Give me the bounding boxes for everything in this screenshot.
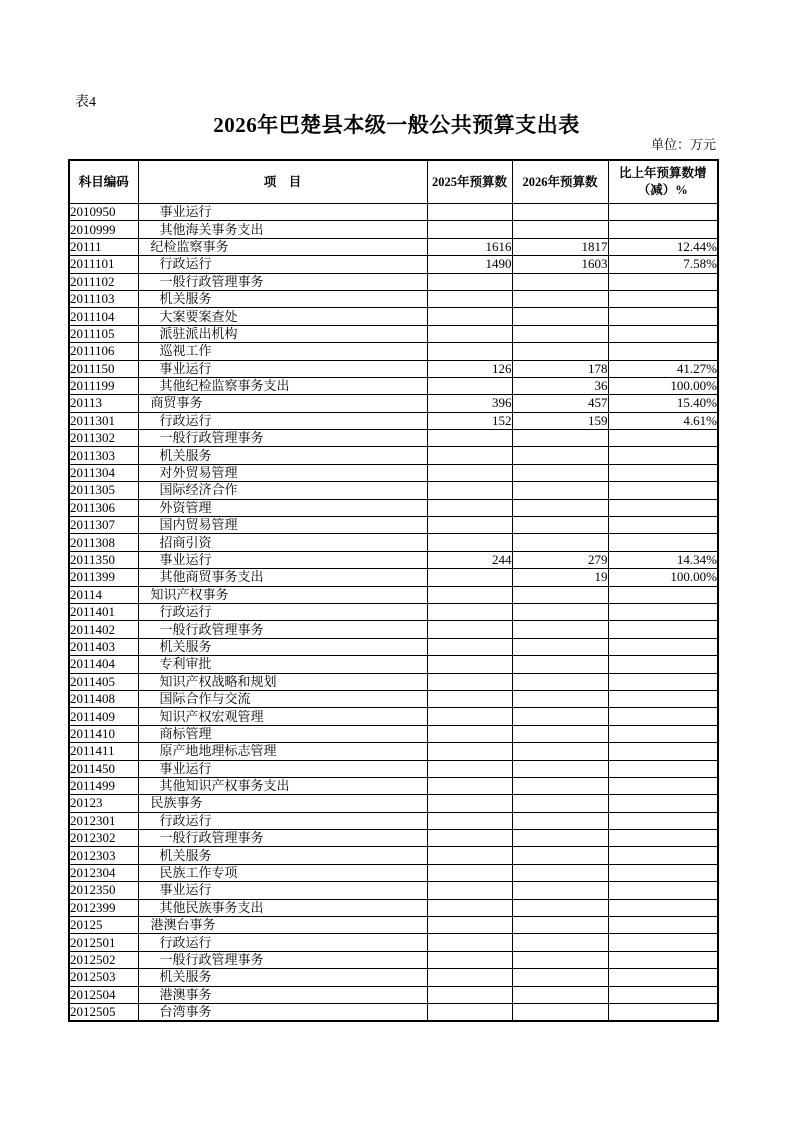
budget-2026-cell (512, 464, 608, 481)
table-row (69, 256, 718, 273)
code-cell: 2011305 (69, 482, 138, 499)
budget-2025-cell (427, 899, 512, 916)
change-pct-cell (608, 586, 718, 603)
code-cell: 2011306 (69, 499, 138, 516)
code-cell: 2011404 (69, 656, 138, 673)
item-cell: 巡视工作 (138, 343, 427, 360)
budget-2025-cell (427, 290, 512, 307)
code-cell: 2012502 (69, 951, 138, 968)
table-row (69, 917, 718, 934)
code-cell: 2011408 (69, 690, 138, 707)
budget-2026-cell (512, 1003, 608, 1021)
change-pct-cell (608, 204, 718, 221)
budget-2026-cell (512, 743, 608, 760)
item-cell: 纪检监察事务 (138, 238, 427, 255)
table-row (69, 969, 718, 986)
code-cell: 2011308 (69, 534, 138, 551)
code-cell: 2011102 (69, 273, 138, 290)
item-cell: 行政运行 (138, 934, 427, 951)
code-cell: 2011301 (69, 412, 138, 429)
change-pct-cell (608, 777, 718, 794)
budget-2026-cell (512, 221, 608, 238)
table-row (69, 812, 718, 829)
change-pct-cell (608, 534, 718, 551)
table-row (69, 551, 718, 568)
table-row (69, 273, 718, 290)
table-row (69, 569, 718, 586)
budget-2026-cell (512, 603, 608, 620)
budget-2025-cell (427, 1003, 512, 1021)
table-row (69, 308, 718, 325)
table-row (69, 395, 718, 412)
change-pct-cell (608, 308, 718, 325)
budget-2025-cell (427, 882, 512, 899)
table-row (69, 221, 718, 238)
budget-2026-cell (512, 812, 608, 829)
table-row (69, 951, 718, 968)
item-cell: 对外贸易管理 (138, 464, 427, 481)
budget-2026-cell: 178 (512, 360, 608, 377)
table-row (69, 360, 718, 377)
change-pct-cell (608, 917, 718, 934)
code-cell: 2012302 (69, 830, 138, 847)
code-cell: 2011409 (69, 708, 138, 725)
budget-2025-cell (427, 986, 512, 1003)
budget-2026-cell (512, 986, 608, 1003)
change-pct-cell: 100.00% (608, 377, 718, 394)
budget-2025-cell (427, 673, 512, 690)
budget-2026-cell (512, 760, 608, 777)
col-header-budget-2026: 2026年预算数 (512, 160, 608, 204)
change-pct-cell (608, 517, 718, 534)
change-pct-cell (608, 656, 718, 673)
change-pct-cell (608, 499, 718, 516)
table-row (69, 499, 718, 516)
change-pct-cell (608, 343, 718, 360)
col-header-item: 项 目 (138, 160, 427, 204)
change-pct-cell (608, 899, 718, 916)
budget-2026-cell (512, 690, 608, 707)
item-cell: 机关服务 (138, 447, 427, 464)
budget-2025-cell: 126 (427, 360, 512, 377)
budget-2025-cell (427, 273, 512, 290)
change-pct-cell (608, 986, 718, 1003)
budget-2025-cell (427, 812, 512, 829)
budget-2026-cell (512, 847, 608, 864)
change-pct-cell: 41.27% (608, 360, 718, 377)
code-cell: 2011104 (69, 308, 138, 325)
change-pct-cell (608, 325, 718, 342)
code-cell: 2011103 (69, 290, 138, 307)
code-cell: 2011410 (69, 725, 138, 742)
budget-2025-cell (427, 690, 512, 707)
col-header-budget-2025: 2025年预算数 (427, 160, 512, 204)
item-cell: 民族工作专项 (138, 864, 427, 881)
table-row (69, 325, 718, 342)
change-pct-cell (608, 812, 718, 829)
budget-2025-cell (427, 325, 512, 342)
budget-2025-cell: 244 (427, 551, 512, 568)
item-cell: 其他纪检监察事务支出 (138, 377, 427, 394)
table-row (69, 638, 718, 655)
budget-2025-cell (427, 221, 512, 238)
code-cell: 2011450 (69, 760, 138, 777)
code-cell: 2011303 (69, 447, 138, 464)
code-cell: 20125 (69, 917, 138, 934)
table-row (69, 986, 718, 1003)
code-cell: 2012301 (69, 812, 138, 829)
change-pct-cell (608, 221, 718, 238)
item-cell: 知识产权战略和规划 (138, 673, 427, 690)
table-row (69, 603, 718, 620)
code-cell: 2011399 (69, 569, 138, 586)
item-cell: 港澳事务 (138, 986, 427, 1003)
code-cell: 2012503 (69, 969, 138, 986)
budget-2026-cell (512, 673, 608, 690)
table-row (69, 673, 718, 690)
change-pct-cell (608, 1003, 718, 1021)
budget-table-body (69, 204, 718, 1021)
code-cell: 2012350 (69, 882, 138, 899)
budget-2025-cell (427, 569, 512, 586)
change-pct-cell (608, 847, 718, 864)
budget-2026-cell (512, 204, 608, 221)
budget-2025-cell (427, 969, 512, 986)
change-pct-cell (608, 638, 718, 655)
table-row (69, 238, 718, 255)
budget-2026-cell (512, 951, 608, 968)
code-cell: 2012504 (69, 986, 138, 1003)
budget-2026-cell (512, 777, 608, 794)
code-cell: 2011411 (69, 743, 138, 760)
budget-2026-cell (512, 430, 608, 447)
table-label: 表4 (75, 95, 96, 110)
budget-2026-cell (512, 725, 608, 742)
change-pct-cell (608, 273, 718, 290)
unit-note: 单位：万元 (650, 137, 716, 152)
item-cell: 行政运行 (138, 412, 427, 429)
budget-2026-cell (512, 795, 608, 812)
table-row (69, 708, 718, 725)
code-cell: 2010950 (69, 204, 138, 221)
budget-2025-cell (427, 777, 512, 794)
code-cell: 2011307 (69, 517, 138, 534)
table-row (69, 430, 718, 447)
table-row (69, 760, 718, 777)
change-pct-cell (608, 708, 718, 725)
code-cell: 20123 (69, 795, 138, 812)
change-pct-cell (608, 795, 718, 812)
budget-2026-cell: 279 (512, 551, 608, 568)
budget-table (68, 159, 719, 1022)
change-pct-cell (608, 830, 718, 847)
code-cell: 2011401 (69, 603, 138, 620)
item-cell: 一般行政管理事务 (138, 951, 427, 968)
table-row (69, 377, 718, 394)
table-row (69, 447, 718, 464)
change-pct-cell (608, 430, 718, 447)
budget-2026-cell (512, 447, 608, 464)
item-cell: 一般行政管理事务 (138, 830, 427, 847)
budget-2026-cell (512, 830, 608, 847)
budget-2026-cell (512, 343, 608, 360)
change-pct-cell: 15.40% (608, 395, 718, 412)
budget-2026-cell (512, 482, 608, 499)
table-row (69, 899, 718, 916)
table-row (69, 743, 718, 760)
table-row (69, 464, 718, 481)
table-row (69, 517, 718, 534)
budget-2026-cell (512, 534, 608, 551)
item-cell: 国内贸易管理 (138, 517, 427, 534)
budget-2026-cell (512, 917, 608, 934)
code-cell: 2012303 (69, 847, 138, 864)
change-pct-cell (608, 464, 718, 481)
item-cell: 事业运行 (138, 551, 427, 568)
change-pct-cell (608, 690, 718, 707)
code-cell: 20114 (69, 586, 138, 603)
budget-2025-cell (427, 708, 512, 725)
code-cell: 2011302 (69, 430, 138, 447)
budget-2025-cell (427, 534, 512, 551)
table-row (69, 847, 718, 864)
budget-2026-cell: 457 (512, 395, 608, 412)
budget-2025-cell (427, 430, 512, 447)
item-cell: 商标管理 (138, 725, 427, 742)
table-row (69, 343, 718, 360)
item-cell: 专利审批 (138, 656, 427, 673)
budget-2025-cell (427, 308, 512, 325)
budget-2025-cell (427, 830, 512, 847)
table-row (69, 204, 718, 221)
item-cell: 国际合作与交流 (138, 690, 427, 707)
item-cell: 派驻派出机构 (138, 325, 427, 342)
change-pct-cell (608, 725, 718, 742)
item-cell: 国际经济合作 (138, 482, 427, 499)
budget-2025-cell (427, 795, 512, 812)
item-cell: 机关服务 (138, 969, 427, 986)
budget-2025-cell (427, 603, 512, 620)
budget-2025-cell (427, 499, 512, 516)
table-row (69, 534, 718, 551)
col-header-code: 科目编码 (69, 160, 138, 204)
budget-2026-cell (512, 586, 608, 603)
budget-2026-cell (512, 864, 608, 881)
item-cell: 行政运行 (138, 256, 427, 273)
code-cell: 2011199 (69, 377, 138, 394)
item-cell: 知识产权事务 (138, 586, 427, 603)
code-cell: 2011499 (69, 777, 138, 794)
change-pct-cell: 12.44% (608, 238, 718, 255)
change-pct-cell (608, 621, 718, 638)
budget-2025-cell (427, 638, 512, 655)
code-cell: 2011403 (69, 638, 138, 655)
budget-2026-cell (512, 517, 608, 534)
change-pct-cell: 7.58% (608, 256, 718, 273)
budget-2025-cell (427, 517, 512, 534)
table-row (69, 934, 718, 951)
item-cell: 其他知识产权事务支出 (138, 777, 427, 794)
budget-2026-cell (512, 899, 608, 916)
change-pct-cell (608, 882, 718, 899)
budget-2026-cell (512, 708, 608, 725)
budget-2026-cell: 36 (512, 377, 608, 394)
code-cell: 2012304 (69, 864, 138, 881)
table-row (69, 777, 718, 794)
code-cell: 2011105 (69, 325, 138, 342)
change-pct-cell: 100.00% (608, 569, 718, 586)
budget-2026-cell (512, 638, 608, 655)
budget-2025-cell (427, 377, 512, 394)
col-header-change-pct-line2: （减）% (637, 183, 688, 197)
table-row (69, 482, 718, 499)
col-header-change-pct (608, 160, 718, 204)
code-cell: 2011405 (69, 673, 138, 690)
table-row (69, 725, 718, 742)
change-pct-cell (608, 760, 718, 777)
budget-2025-cell: 396 (427, 395, 512, 412)
table-row (69, 830, 718, 847)
item-cell: 大案要案查处 (138, 308, 427, 325)
table-row (69, 412, 718, 429)
code-cell: 2011402 (69, 621, 138, 638)
budget-2025-cell (427, 847, 512, 864)
budget-2025-cell: 1616 (427, 238, 512, 255)
change-pct-cell (608, 603, 718, 620)
budget-2026-cell (512, 934, 608, 951)
change-pct-cell (608, 934, 718, 951)
budget-2026-cell (512, 290, 608, 307)
code-cell: 2011150 (69, 360, 138, 377)
change-pct-cell (608, 673, 718, 690)
item-cell: 其他商贸事务支出 (138, 569, 427, 586)
item-cell: 其他海关事务支出 (138, 221, 427, 238)
budget-2025-cell (427, 586, 512, 603)
budget-2025-cell (427, 482, 512, 499)
table-row (69, 882, 718, 899)
change-pct-cell (608, 743, 718, 760)
budget-2026-cell: 1603 (512, 256, 608, 273)
code-cell: 2011350 (69, 551, 138, 568)
item-cell: 事业运行 (138, 204, 427, 221)
budget-2026-cell (512, 621, 608, 638)
change-pct-cell (608, 447, 718, 464)
budget-2025-cell (427, 343, 512, 360)
change-pct-cell: 4.61% (608, 412, 718, 429)
item-cell: 一般行政管理事务 (138, 273, 427, 290)
item-cell: 招商引资 (138, 534, 427, 551)
code-cell: 20111 (69, 238, 138, 255)
code-cell: 2010999 (69, 221, 138, 238)
item-cell: 商贸事务 (138, 395, 427, 412)
budget-2026-cell (512, 656, 608, 673)
table-row (69, 864, 718, 881)
table-row (69, 656, 718, 673)
budget-2025-cell: 1490 (427, 256, 512, 273)
change-pct-cell (608, 482, 718, 499)
table-row (69, 586, 718, 603)
budget-2025-cell (427, 621, 512, 638)
budget-2025-cell (427, 204, 512, 221)
budget-2025-cell (427, 743, 512, 760)
change-pct-cell (608, 290, 718, 307)
item-cell: 事业运行 (138, 882, 427, 899)
code-cell: 2012399 (69, 899, 138, 916)
budget-2025-cell (427, 917, 512, 934)
code-cell: 2011106 (69, 343, 138, 360)
item-cell: 机关服务 (138, 638, 427, 655)
header-row (69, 160, 718, 204)
code-cell: 2011304 (69, 464, 138, 481)
change-pct-cell (608, 969, 718, 986)
item-cell: 民族事务 (138, 795, 427, 812)
table-row (69, 690, 718, 707)
item-cell: 台湾事务 (138, 1003, 427, 1021)
budget-2025-cell (427, 760, 512, 777)
item-cell: 原产地地理标志管理 (138, 743, 427, 760)
code-cell: 2012501 (69, 934, 138, 951)
item-cell: 事业运行 (138, 360, 427, 377)
budget-2026-cell (512, 273, 608, 290)
item-cell: 行政运行 (138, 812, 427, 829)
budget-2025-cell (427, 725, 512, 742)
item-cell: 其他民族事务支出 (138, 899, 427, 916)
budget-2025-cell: 152 (427, 412, 512, 429)
budget-2026-cell (512, 325, 608, 342)
item-cell: 外资管理 (138, 499, 427, 516)
item-cell: 机关服务 (138, 290, 427, 307)
budget-2025-cell (427, 934, 512, 951)
item-cell: 一般行政管理事务 (138, 430, 427, 447)
budget-2025-cell (427, 864, 512, 881)
budget-2026-cell (512, 499, 608, 516)
budget-2026-cell (512, 882, 608, 899)
table-row (69, 621, 718, 638)
table-row (69, 1003, 718, 1021)
code-cell: 2012505 (69, 1003, 138, 1021)
budget-2026-cell: 1817 (512, 238, 608, 255)
budget-2025-cell (427, 464, 512, 481)
code-cell: 20113 (69, 395, 138, 412)
table-row (69, 795, 718, 812)
budget-2025-cell (427, 951, 512, 968)
page-title: 2026年巴楚县本级一般公共预算支出表 (213, 113, 580, 137)
code-cell: 2011101 (69, 256, 138, 273)
item-cell: 一般行政管理事务 (138, 621, 427, 638)
item-cell: 行政运行 (138, 603, 427, 620)
item-cell: 事业运行 (138, 760, 427, 777)
item-cell: 港澳台事务 (138, 917, 427, 934)
budget-2026-cell: 19 (512, 569, 608, 586)
col-header-change-pct-line1: 比上年预算数增 (618, 166, 707, 181)
budget-2026-cell (512, 308, 608, 325)
change-pct-cell (608, 951, 718, 968)
budget-2025-cell (427, 447, 512, 464)
item-cell: 知识产权宏观管理 (138, 708, 427, 725)
change-pct-cell: 14.34% (608, 551, 718, 568)
item-cell: 机关服务 (138, 847, 427, 864)
budget-2025-cell (427, 656, 512, 673)
budget-2026-cell (512, 969, 608, 986)
budget-2026-cell: 159 (512, 412, 608, 429)
table-row (69, 290, 718, 307)
change-pct-cell (608, 864, 718, 881)
